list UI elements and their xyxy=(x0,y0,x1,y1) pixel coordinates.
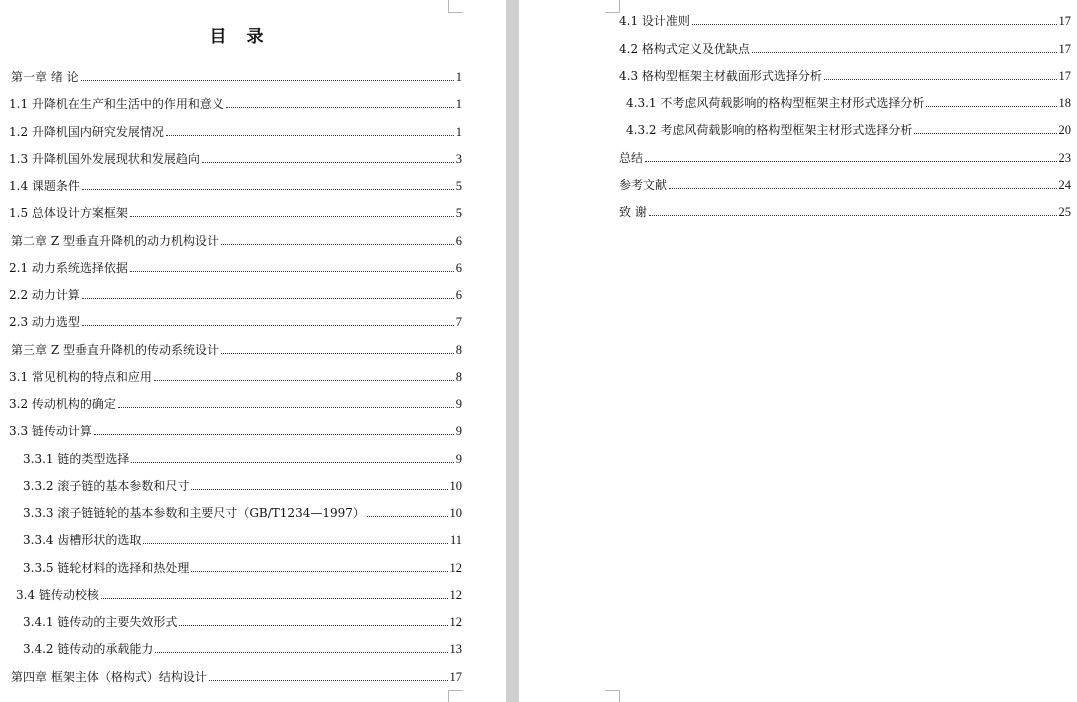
toc-page-number: 1 xyxy=(455,124,462,139)
toc-entry[interactable] xyxy=(23,637,462,657)
toc-page-number: 5 xyxy=(455,206,462,221)
toc-page-number: 9 xyxy=(455,451,462,466)
toc-dot-leader xyxy=(179,625,447,626)
toc-entry[interactable] xyxy=(16,583,462,603)
toc-page-number: 1 xyxy=(455,70,462,84)
toc-dot-leader xyxy=(202,162,454,163)
toc-dot-leader xyxy=(752,52,1057,53)
toc-entry-title: 1.4 课题条件 xyxy=(9,179,80,193)
toc-page-number: 10 xyxy=(449,478,462,493)
toc-entry[interactable] xyxy=(619,64,1071,84)
toc-entry[interactable] xyxy=(11,65,462,85)
toc-entry-title: 2.3 动力选型 xyxy=(9,315,80,330)
toc-dot-leader xyxy=(81,80,454,81)
toc-entry-title: 3.3.1 链的类型选择 xyxy=(23,451,130,466)
toc-dot-leader xyxy=(82,189,454,190)
toc-entry-title: 3.3 链传动计算 xyxy=(9,424,92,439)
toc-entry-title: 3.4.1 链传动的主要失效形式 xyxy=(23,615,178,629)
toc-dot-leader xyxy=(154,380,454,381)
toc-entry[interactable] xyxy=(619,173,1071,193)
toc-entry[interactable] xyxy=(23,556,462,576)
toc-entry[interactable] xyxy=(9,310,462,330)
toc-page-number: 18 xyxy=(1058,96,1071,110)
toc-entry[interactable] xyxy=(9,392,462,412)
toc-page-number: 24 xyxy=(1058,178,1071,192)
toc-entry[interactable] xyxy=(619,37,1071,57)
toc-page-number: 7 xyxy=(455,315,462,330)
toc-entry[interactable] xyxy=(9,92,462,112)
toc-dot-leader xyxy=(82,325,454,326)
toc-entry-title: 1.2 升降机国内研究发展情况 xyxy=(9,124,164,139)
toc-dot-leader xyxy=(143,543,448,544)
toc-dot-leader xyxy=(166,135,454,136)
toc-entry-title: 3.3.2 滚子链的基本参数和尺寸 xyxy=(23,478,190,493)
toc-entry[interactable] xyxy=(23,474,462,494)
toc-page-number: 6 xyxy=(455,233,462,248)
toc-entry-title: 第一章 绪 论 xyxy=(11,70,79,84)
toc-entry-title: 3.3.4 齿槽形状的选取 xyxy=(23,533,142,548)
toc-dot-leader xyxy=(669,188,1056,189)
toc-page-number: 17 xyxy=(449,669,462,684)
toc-entry[interactable] xyxy=(11,665,462,685)
toc-entry[interactable] xyxy=(11,229,462,249)
toc-entry[interactable] xyxy=(9,201,462,221)
toc-page-number: 12 xyxy=(449,587,462,602)
toc-page-number: 6 xyxy=(455,288,462,302)
toc-page-number: 23 xyxy=(1058,151,1071,165)
toc-dot-leader xyxy=(118,407,454,408)
toc-page-number: 1 xyxy=(455,97,462,112)
toc-dot-leader xyxy=(692,24,1057,25)
toc-entry-title: 参考文献 xyxy=(619,178,668,192)
toc-entry[interactable] xyxy=(9,256,462,276)
toc-entry[interactable] xyxy=(9,283,462,303)
toc-page-number: 9 xyxy=(455,424,462,439)
toc-dot-leader xyxy=(130,271,454,272)
toc-dot-leader xyxy=(914,133,1056,134)
toc-entry[interactable] xyxy=(23,501,462,521)
toc-page-number: 11 xyxy=(449,533,462,548)
toc-entry-title: 3.4.2 链传动的承载能力 xyxy=(23,642,154,657)
crop-mark-bottom-right xyxy=(448,690,463,702)
toc-entry[interactable] xyxy=(619,9,1071,29)
toc-page-number: 13 xyxy=(449,642,462,657)
toc-entry-title: 3.3.3 滚子链链轮的基本参数和主要尺寸（GB/T1234—1997） xyxy=(23,506,365,520)
toc-entry-title: 4.3.1 不考虑风荷载影响的格构型框架主材形式选择分析 xyxy=(626,96,925,110)
toc-entry[interactable] xyxy=(23,610,462,630)
toc-entry-title: 致 谢 xyxy=(619,205,647,219)
toc-page-number: 8 xyxy=(455,369,462,384)
toc-entry-title: 1.5 总体设计方案框架 xyxy=(9,206,128,221)
toc-entry[interactable] xyxy=(23,528,462,548)
toc-entry-title: 3.1 常见机构的特点和应用 xyxy=(9,369,152,384)
toc-entry-title: 4.2 格构式定义及优缺点 xyxy=(619,42,750,56)
toc-entry-title: 4.1 设计准则 xyxy=(619,14,690,28)
crop-mark-bottom-left xyxy=(605,690,620,702)
toc-entry[interactable] xyxy=(11,338,462,358)
toc-dot-leader xyxy=(221,244,454,245)
toc-dot-leader xyxy=(101,598,448,599)
toc-dot-leader xyxy=(649,215,1057,216)
toc-entry[interactable] xyxy=(23,447,462,467)
right-page xyxy=(519,0,1077,702)
toc-entry-title: 4.3 格构型框架主材截面形式选择分析 xyxy=(619,69,822,83)
toc-dot-leader xyxy=(926,106,1056,107)
toc-entry-title: 第三章 Z 型垂直升降机的传动系统设计 xyxy=(11,342,219,357)
toc-dot-leader xyxy=(645,161,1056,162)
toc-entry[interactable] xyxy=(9,174,462,194)
toc-dot-leader xyxy=(221,353,454,354)
toc-dot-leader xyxy=(130,216,454,217)
toc-entry-title: 第四章 框架主体（格构式）结构设计 xyxy=(11,669,207,684)
toc-entry[interactable] xyxy=(619,200,1071,220)
toc-entry[interactable] xyxy=(626,91,1071,111)
toc-page-number: 17 xyxy=(1058,14,1071,28)
toc-page-number: 5 xyxy=(455,179,462,193)
toc-entry[interactable] xyxy=(619,146,1071,166)
toc-entry-title: 第二章 Z 型垂直升降机的动力机构设计 xyxy=(11,233,219,248)
crop-mark-top-left xyxy=(605,0,620,13)
toc-entry-title: 2.1 动力系统选择依据 xyxy=(9,260,128,275)
toc-entry-title: 3.3.5 链轮材料的选择和热处理 xyxy=(23,560,190,575)
toc-entry-title: 4.3.2 考虑风荷载影响的格构型框架主材形式选择分析 xyxy=(626,123,913,137)
toc-entry[interactable] xyxy=(9,147,462,167)
toc-dot-leader xyxy=(824,79,1057,80)
toc-page-number: 25 xyxy=(1058,205,1071,219)
toc-page-number: 6 xyxy=(455,260,462,275)
toc-page-number: 8 xyxy=(455,342,462,357)
toc-page-number: 12 xyxy=(449,560,462,575)
toc-entry-title: 3.4 链传动校核 xyxy=(16,587,99,602)
toc-dot-leader xyxy=(367,516,448,517)
toc-page-number: 12 xyxy=(449,615,462,629)
toc-page-number: 3 xyxy=(455,151,462,166)
toc-page-number: 10 xyxy=(449,506,462,520)
toc-dot-leader xyxy=(191,489,447,490)
crop-mark-top-right xyxy=(448,0,463,13)
toc-entry[interactable] xyxy=(9,365,462,385)
toc-entry-title: 总结 xyxy=(619,151,644,165)
toc-page-number: 17 xyxy=(1058,69,1071,83)
left-page xyxy=(0,0,506,702)
toc-entry[interactable] xyxy=(9,120,462,140)
toc-dot-leader xyxy=(82,298,454,299)
toc-dot-leader xyxy=(226,107,454,108)
toc-page-number: 9 xyxy=(455,397,462,411)
toc-entry[interactable] xyxy=(626,118,1071,138)
toc-entry-title: 3.2 传动机构的确定 xyxy=(9,397,116,411)
toc-entry[interactable] xyxy=(9,419,462,439)
page-gutter xyxy=(506,0,519,702)
toc-dot-leader xyxy=(155,652,447,653)
toc-entry-title: 1.1 升降机在生产和生活中的作用和意义 xyxy=(9,97,224,112)
toc-page-number: 20 xyxy=(1058,123,1071,137)
toc-dot-leader xyxy=(94,434,454,435)
toc-dot-leader xyxy=(131,462,453,463)
toc-dot-leader xyxy=(209,680,448,681)
toc-dot-leader xyxy=(191,571,447,572)
toc-entry-title: 1.3 升降机国外发展现状和发展趋向 xyxy=(9,151,200,166)
toc-entry-title: 2.2 动力计算 xyxy=(9,288,80,302)
toc-page-number: 17 xyxy=(1058,42,1071,56)
toc-title: 目 录 xyxy=(209,27,271,47)
